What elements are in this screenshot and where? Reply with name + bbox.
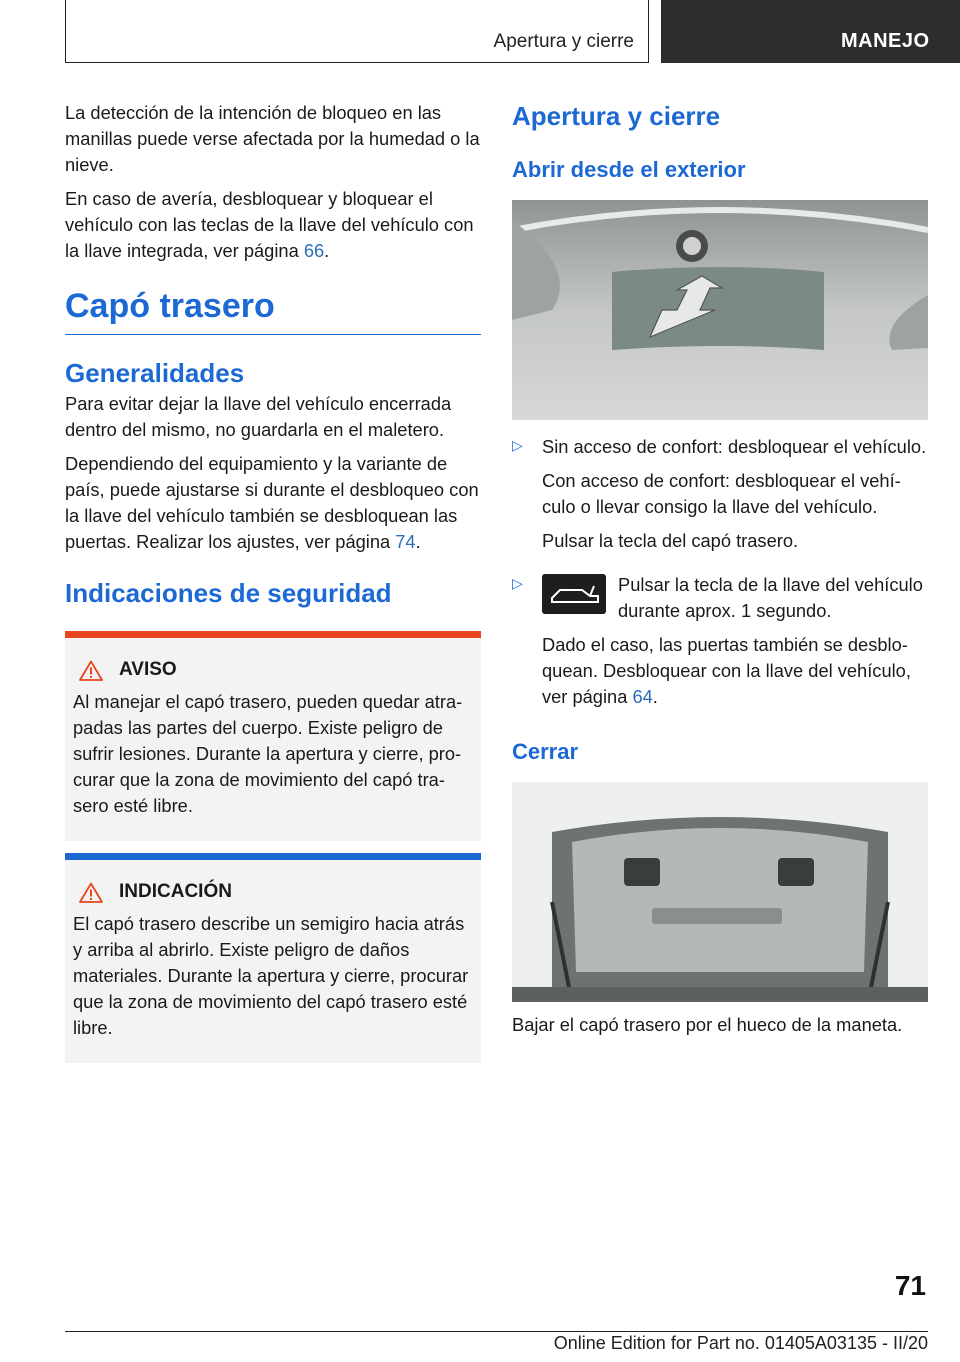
triangle-bullet-icon: ▷ — [512, 575, 523, 591]
warning-text: Al manejar el capó trasero, pueden quedar atrapadas las partes del cuerpo. Existe peligro de sufrir lesiones. Durante la apertura y cierre, procurar que la zona de movimiento del capó trasero esté libre. — [73, 691, 463, 816]
heading-generalidades: Generalidades — [65, 358, 245, 388]
heading-apertura-cierre: Apertura y cierre — [512, 101, 721, 131]
page-number: 71 — [894, 1270, 926, 1301]
list-item-1 — [512, 434, 928, 554]
page-link-74[interactable]: 74 — [395, 531, 416, 552]
close-caption: Bajar el capó trasero por el hueco de la maneta. — [512, 1014, 903, 1035]
notice-text: El capó trasero describe un semigiro hacia atrás y arriba al abrirlo. Existe peligro de daños materiales. Durante la apertura y cierre, procurar que la zona de movimiento del capó trasero esté libre. — [73, 913, 469, 1038]
section-title: Apertura y cierre — [493, 31, 634, 52]
warning-title: AVISO — [79, 659, 473, 681]
right-column — [512, 100, 928, 1038]
intro-paragraph-1: La detección de la intención de bloqueo en las manillas puede verse afectada por la humedad o la nieve. — [65, 102, 480, 175]
triangle-bullet-icon: ▷ — [512, 437, 523, 453]
item2-paragraph-1: Pulsar la tecla de la llave del vehículo durante aprox. 1 segundo. — [618, 574, 923, 621]
notice-title: INDICACIÓN — [79, 881, 473, 903]
left-column — [65, 100, 481, 1063]
edition-footer: Online Edition for Part no. 01405A03135 - II/20 — [553, 1333, 928, 1353]
heading-abrir-exterior: Abrir desde el exterior — [512, 157, 746, 182]
intro-paragraph-2: En caso de avería, desbloquear y bloquear el vehículo con las teclas de la llave del vehículo con la llave integrada, ver página 66. — [65, 188, 474, 261]
trunk-exterior-photo — [512, 200, 928, 420]
chapter-title: MANEJO — [841, 30, 930, 52]
warning-triangle-icon — [79, 660, 103, 681]
warning-bar — [65, 631, 481, 638]
heading-capo-trasero: Capó trasero — [65, 286, 481, 335]
warning-box — [65, 631, 481, 841]
item2-paragraph-2: Dado el caso, las puertas también se desbloquean. Desbloquear con la llave del vehículo, ver página 64. — [542, 634, 911, 707]
item1-paragraph-1: Sin acceso de confort: desbloquear el vehículo. — [542, 436, 927, 457]
list-item-2 — [512, 572, 928, 710]
trunk-interior-photo — [512, 782, 928, 1002]
general-paragraph-1: Para evitar dejar la llave del vehículo encerrada dentro del mismo, no guardarla en el maletero. — [65, 393, 452, 440]
notice-box — [65, 853, 481, 1063]
page-link-64[interactable]: 64 — [632, 686, 653, 707]
general-paragraph-2: Dependiendo del equipamiento y la variante de país, puede ajustarse si durante el desbloqueo con la llave del vehículo también se desbloquean las puertas. Realizar los ajustes, ver página 74. — [65, 453, 479, 552]
heading-cerrar: Cerrar — [512, 739, 579, 764]
item1-paragraph-2: Con acceso de confort: desbloquear el vehículo o llevar consigo la llave del vehículo. — [542, 470, 901, 517]
car-trunk-key-button-icon — [542, 574, 606, 614]
footer-rule — [65, 1331, 928, 1332]
heading-indicaciones-seguridad: Indicaciones de seguridad — [65, 578, 392, 608]
item1-paragraph-3: Pulsar la tecla del capó trasero. — [542, 530, 799, 551]
notice-triangle-icon — [79, 882, 103, 903]
page-link-66[interactable]: 66 — [303, 240, 325, 261]
running-header-section — [65, 0, 649, 63]
running-header-chapter — [661, 0, 960, 63]
notice-bar — [65, 853, 481, 860]
